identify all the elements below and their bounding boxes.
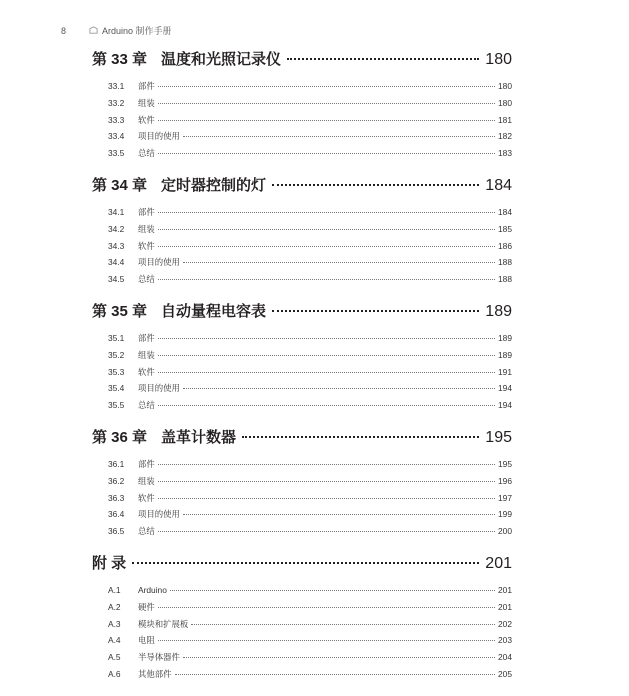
section-entry[interactable]: [108, 238, 512, 255]
dot-leader: [183, 261, 495, 263]
dot-leader: [158, 245, 495, 247]
section-entry[interactable]: [108, 616, 512, 633]
chapter-title: 盖革计数器: [161, 428, 237, 446]
page-number: 8: [61, 25, 67, 36]
section-title: 项目的使用: [138, 509, 180, 520]
section-title: 部件: [138, 458, 155, 469]
section-title: 组装: [138, 223, 155, 234]
section-entry[interactable]: [108, 397, 512, 414]
section-number: 36.3: [108, 492, 125, 503]
section-page: 182: [498, 131, 512, 142]
section-number: 36.2: [108, 475, 125, 486]
section-page: 201: [498, 601, 512, 612]
dot-leader: [158, 530, 495, 532]
chapter-label: 第 35 章: [92, 302, 148, 320]
section-number: 35.2: [108, 349, 125, 360]
section-number: 34.1: [108, 206, 125, 217]
section-title: 项目的使用: [138, 383, 180, 394]
chapter-page: 189: [485, 302, 512, 320]
section-page: 185: [498, 223, 512, 234]
section-number: A.2: [108, 601, 121, 612]
section-number: 34.4: [108, 257, 125, 268]
chapter-heading[interactable]: [92, 553, 512, 575]
section-entry[interactable]: [108, 632, 512, 649]
section-title: 总结: [138, 526, 155, 537]
table-of-contents: [92, 49, 512, 696]
section-page: 199: [498, 509, 512, 520]
section-entry[interactable]: [108, 95, 512, 112]
dot-leader: [191, 623, 495, 625]
dot-leader: [158, 228, 495, 230]
section-title: 项目的使用: [138, 257, 180, 268]
section-page: 201: [498, 584, 512, 595]
section-page: 197: [498, 492, 512, 503]
dot-leader: [158, 102, 495, 104]
section-number: A.3: [108, 618, 121, 629]
dot-leader: [183, 135, 495, 137]
section-number: 35.3: [108, 366, 125, 377]
section-entry[interactable]: [108, 254, 512, 271]
section-page: 204: [498, 652, 512, 663]
section-entry[interactable]: [108, 112, 512, 129]
section-title: 软件: [138, 492, 155, 503]
dot-leader: [158, 371, 495, 373]
section-page: 194: [498, 400, 512, 411]
book-logo-icon: [89, 26, 98, 35]
section-entry[interactable]: [108, 473, 512, 490]
section-number: 33.3: [108, 114, 125, 125]
section-number: 33.4: [108, 131, 125, 142]
dot-leader: [170, 589, 495, 591]
section-page: 191: [498, 366, 512, 377]
section-title: 软件: [138, 240, 155, 251]
section-page: 189: [498, 332, 512, 343]
section-title: 半导体器件: [138, 652, 180, 663]
running-header: [61, 24, 172, 37]
section-entry[interactable]: [108, 271, 512, 288]
section-number: A.1: [108, 584, 121, 595]
section-entry[interactable]: [108, 582, 512, 599]
section-number: 35.5: [108, 400, 125, 411]
section-entry[interactable]: [108, 78, 512, 95]
dot-leader: [183, 656, 495, 658]
section-title: Arduino: [138, 584, 167, 595]
section-number: 36.5: [108, 526, 125, 537]
section-title: 部件: [138, 206, 155, 217]
section-page: 184: [498, 206, 512, 217]
chapter-page: 180: [485, 51, 512, 68]
section-number: 33.2: [108, 97, 125, 108]
section-number: 33.5: [108, 148, 125, 159]
section-page: 194: [498, 383, 512, 394]
section-page: 202: [498, 618, 512, 629]
section-number: 35.4: [108, 383, 125, 394]
section-number: A.5: [108, 652, 121, 663]
section-entry[interactable]: [108, 145, 512, 162]
section-entry[interactable]: [108, 128, 512, 145]
section-number: A.4: [108, 635, 121, 646]
chapter-heading[interactable]: [92, 175, 512, 197]
chapter-title: 温度和光照记录仪: [161, 51, 282, 68]
chapter-page: 184: [485, 176, 512, 194]
section-title: 软件: [138, 366, 155, 377]
section-title: 硬件: [138, 601, 155, 612]
section-entry[interactable]: [108, 221, 512, 238]
section-page: 188: [498, 274, 512, 285]
dot-leader: [158, 497, 495, 499]
dot-leader: [158, 354, 495, 356]
section-page: 183: [498, 148, 512, 159]
section-entry[interactable]: [108, 490, 512, 507]
section-title: 模块和扩展板: [138, 618, 189, 629]
chapter-heading[interactable]: [92, 49, 512, 71]
section-page: 203: [498, 635, 512, 646]
dot-leader: [158, 404, 495, 406]
section-page: 180: [498, 81, 512, 91]
section-title: 总结: [138, 148, 155, 159]
section-number: A.6: [108, 668, 121, 679]
section-title: 其他部件: [138, 668, 172, 679]
section-number: 35.1: [108, 332, 125, 343]
dot-leader: [183, 387, 495, 389]
section-page: 195: [498, 458, 512, 469]
section-title: 项目的使用: [138, 131, 180, 142]
dot-leader: [132, 561, 479, 564]
section-number: 34.2: [108, 223, 125, 234]
chapter-label: 附 录: [92, 554, 127, 572]
chapter-title: 自动量程电容表: [161, 302, 267, 320]
section-page: 189: [498, 349, 512, 360]
section-page: 200: [498, 526, 512, 537]
dot-leader: [175, 673, 496, 675]
section-entry[interactable]: [108, 506, 512, 523]
section-page: 205: [498, 668, 512, 679]
section-title: 总结: [138, 400, 155, 411]
dot-leader: [242, 435, 479, 438]
section-entry[interactable]: [108, 599, 512, 616]
dot-leader: [158, 463, 495, 465]
section-number: 34.5: [108, 274, 125, 285]
dot-leader: [158, 211, 495, 213]
dot-leader: [183, 513, 495, 515]
section-list: [92, 330, 512, 414]
section-entry[interactable]: [108, 380, 512, 397]
section-entry[interactable]: [108, 204, 512, 221]
chapter-label: 第 34 章: [92, 176, 148, 194]
section-entry[interactable]: [108, 347, 512, 364]
section-title: 总结: [138, 274, 155, 285]
dot-leader: [158, 639, 495, 641]
dot-leader: [287, 57, 479, 60]
chapter-heading[interactable]: [92, 301, 512, 323]
chapter-heading[interactable]: [92, 427, 512, 449]
section-entry[interactable]: [108, 666, 512, 683]
section-number: 33.1: [108, 81, 125, 91]
section-number: 36.1: [108, 458, 125, 469]
dot-leader: [158, 337, 495, 339]
section-list: [92, 204, 512, 288]
dot-leader: [158, 278, 495, 280]
section-entry[interactable]: [108, 330, 512, 347]
section-list: [92, 456, 512, 540]
dot-leader: [272, 309, 479, 312]
chapter-title: 定时器控制的灯: [161, 176, 267, 194]
section-title: 组装: [138, 97, 155, 108]
section-entry[interactable]: [108, 649, 512, 666]
section-entry[interactable]: [108, 364, 512, 381]
section-page: 186: [498, 240, 512, 251]
book-title: Arduino 制作手册: [102, 26, 172, 36]
chapter-page: 201: [485, 554, 512, 572]
section-title: 部件: [138, 81, 155, 91]
section-entry[interactable]: [108, 523, 512, 540]
section-list: [92, 582, 512, 683]
section-entry[interactable]: [108, 456, 512, 473]
dot-leader: [158, 152, 495, 154]
section-title: 组装: [138, 475, 155, 486]
dot-leader: [158, 119, 495, 121]
section-title: 软件: [138, 114, 155, 125]
dot-leader: [158, 480, 495, 482]
chapter-page: 195: [485, 428, 512, 446]
section-number: 36.4: [108, 509, 125, 520]
chapter-label: 第 36 章: [92, 428, 148, 446]
chapter-label: 第 33 章: [92, 51, 148, 68]
dot-leader: [158, 606, 495, 608]
section-page: 188: [498, 257, 512, 268]
dot-leader: [158, 85, 495, 87]
section-list: [92, 78, 512, 162]
section-page: 196: [498, 475, 512, 486]
dot-leader: [272, 183, 479, 186]
section-title: 电阻: [138, 635, 155, 646]
section-page: 181: [498, 114, 512, 125]
section-page: 180: [498, 97, 512, 108]
section-title: 部件: [138, 332, 155, 343]
section-title: 组装: [138, 349, 155, 360]
section-number: 34.3: [108, 240, 125, 251]
